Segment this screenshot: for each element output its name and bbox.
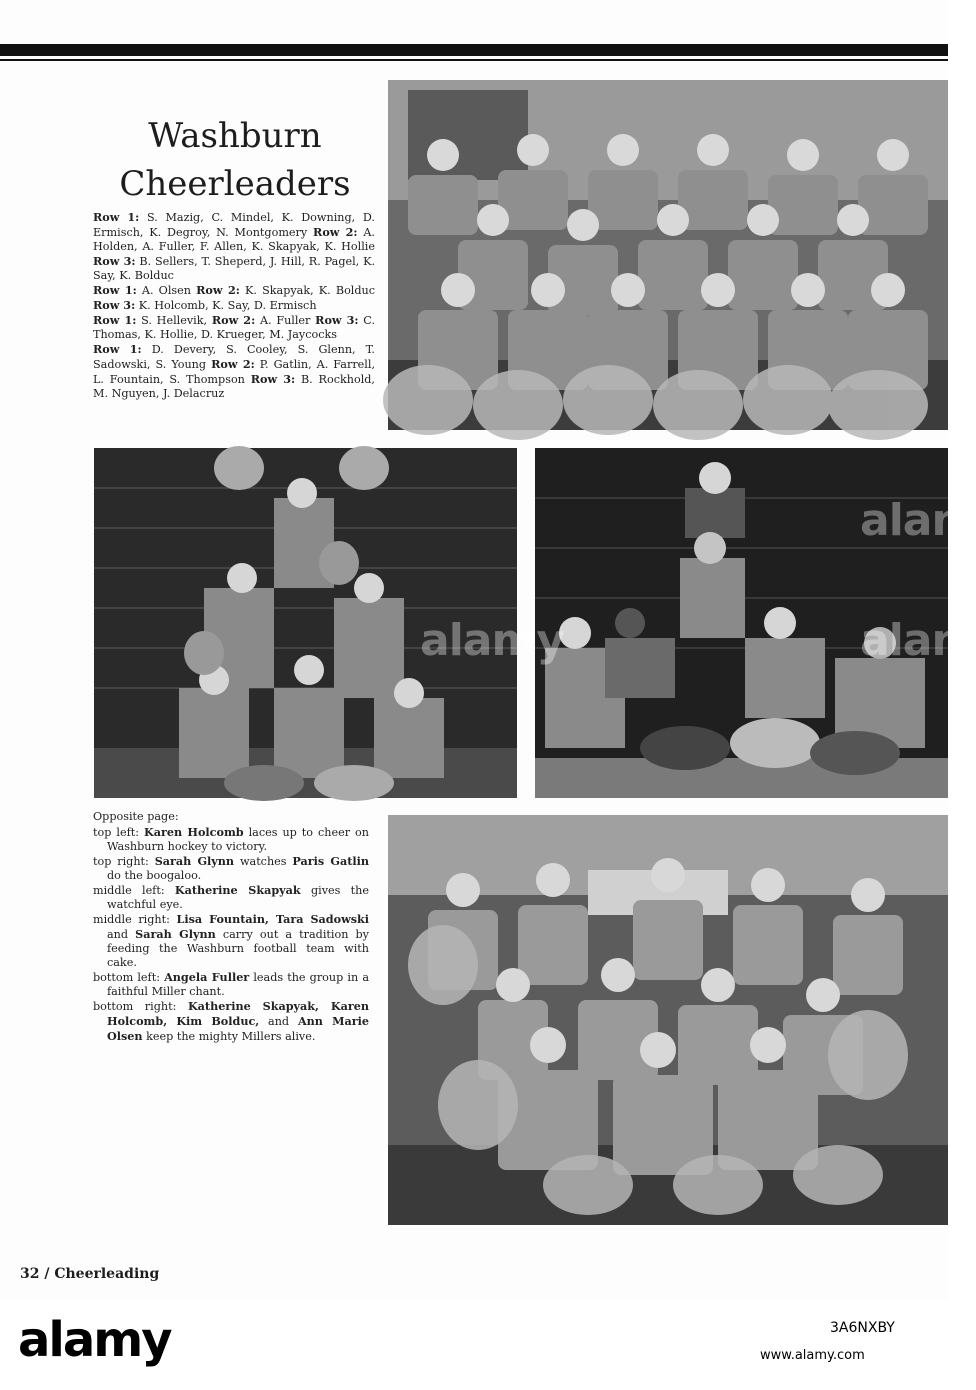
text-run: A. Fuller — [255, 314, 316, 327]
bold-run: Row 2: — [211, 313, 256, 327]
page-title — [100, 112, 370, 208]
text-run: A. Olsen — [136, 284, 197, 297]
group-photo-bottom — [388, 815, 948, 1225]
group-photo-bottom-image — [388, 815, 948, 1225]
roster-paragraph-3 — [93, 313, 375, 342]
bold-run: Row 1: — [93, 313, 137, 327]
text-run: carry out a tradition by feeding the Washburn football team with cake. — [107, 928, 370, 969]
text-run: D. Devery, S. Cooley, S. Glenn, T. Sadowski, S. Young — [93, 343, 375, 371]
text-run: C. Thomas, K. Hollie, D. Krueger, M. Jaycocks — [93, 314, 376, 341]
caption-1 — [93, 825, 369, 854]
group-photo-top-image — [388, 80, 948, 430]
roster-paragraph-4 — [93, 342, 375, 401]
bold-run: Row 3: — [315, 313, 359, 327]
stock-url: www.alamy.com — [760, 1348, 865, 1363]
watermark-1: alam — [860, 495, 976, 546]
bold-run: Katherine Skapyak, Karen Holcomb, Kim Bolduc, — [107, 999, 369, 1028]
bold-run: Angela Fuller — [164, 970, 250, 984]
text-run: K. Skapyak, K. Bolduc — [239, 284, 376, 297]
title-line-1: Washburn — [148, 116, 322, 156]
bold-run: Ann Marie Olsen — [107, 1014, 369, 1043]
roster-text — [93, 210, 375, 401]
text-run: P. Gatlin, A. Farrell, L. Fountain, S. Thompson — [93, 358, 376, 386]
bold-run: Row 2: — [211, 357, 255, 371]
text-run: S. Mazig, C. Mindel, K. Downing, D. Ermisch, K. Degroy, N. Montgomery — [93, 211, 375, 239]
pyramid-photo — [94, 448, 517, 798]
text-run: laces up to cheer on Washburn hockey to victory. — [107, 826, 369, 853]
seated-photo-image — [535, 448, 948, 798]
bold-run: Row 1: — [93, 210, 140, 224]
top-rule-thin — [0, 59, 948, 61]
caption-5 — [93, 970, 369, 999]
text-run: middle right: — [93, 913, 177, 926]
roster-paragraph-2 — [93, 283, 375, 313]
bold-run: Katherine Skapyak — [174, 883, 301, 897]
bold-run: Sarah Glynn — [154, 854, 235, 868]
captions-list — [93, 825, 369, 1044]
text-run: and — [107, 928, 136, 941]
text-run: B. Sellers, T. Sheperd, J. Hill, R. Pagel, K. Say, K. Bolduc — [93, 255, 375, 282]
caption-2 — [93, 854, 369, 883]
bold-run: Row 1: — [93, 342, 142, 356]
text-run: and — [259, 1015, 298, 1028]
page-folio: 32 / Cheerleading — [20, 1266, 160, 1282]
text-run: K. Holcomb, K. Say, D. Ermisch — [135, 299, 317, 312]
seated-photo — [535, 448, 948, 798]
bold-run: Row 3: — [93, 254, 136, 268]
captions — [93, 810, 369, 1044]
watermark-3: alam — [860, 615, 976, 666]
text-run: A. Holden, A. Fuller, F. Allen, K. Skapyak, K. Hollie — [93, 226, 375, 253]
text-run: watches — [234, 855, 293, 868]
top-rule — [0, 44, 948, 56]
caption-6 — [93, 999, 369, 1044]
bold-run: Row 3: — [250, 372, 296, 386]
stock-image-id: 3A6NXBY — [830, 1320, 895, 1336]
text-run: S. Hellevik, — [136, 314, 212, 327]
text-run: bottom right: — [93, 1000, 188, 1013]
bold-run: Row 1: — [93, 283, 137, 297]
bold-run: Paris Gatlin — [292, 854, 370, 868]
watermark-2: alamy — [420, 615, 564, 666]
roster-paragraph-1 — [93, 210, 375, 283]
bold-run: Row 2: — [196, 283, 240, 297]
text-run: keep the mighty Millers alive. — [142, 1030, 316, 1043]
title-line-2: Cheerleaders — [119, 164, 351, 204]
text-run: do the boogaloo. — [107, 869, 202, 882]
bold-run: Lisa Fountain, Tara Sadowski — [176, 912, 369, 926]
pyramid-photo-image — [94, 448, 517, 798]
bold-run: Karen Holcomb — [143, 825, 244, 839]
caption-3 — [93, 883, 369, 912]
text-run: top right: — [93, 855, 155, 868]
stock-logo: alamy — [18, 1312, 171, 1368]
bold-run: Row 3: — [93, 298, 136, 312]
text-run: leads the group in a faithful Miller chant. — [107, 971, 369, 998]
group-photo-top — [388, 80, 948, 430]
text-run: B. Rockhold, M. Nguyen, J. Delacruz — [93, 373, 375, 400]
captions-intro: Opposite page: — [93, 810, 179, 823]
text-run: top left: — [93, 826, 144, 839]
text-run: gives the watchful eye. — [107, 884, 369, 911]
text-run: middle left: — [93, 884, 175, 897]
caption-4 — [93, 912, 369, 970]
bold-run: Sarah Glynn — [135, 927, 216, 941]
bold-run: Row 2: — [313, 225, 358, 239]
text-run: bottom left: — [93, 971, 165, 984]
